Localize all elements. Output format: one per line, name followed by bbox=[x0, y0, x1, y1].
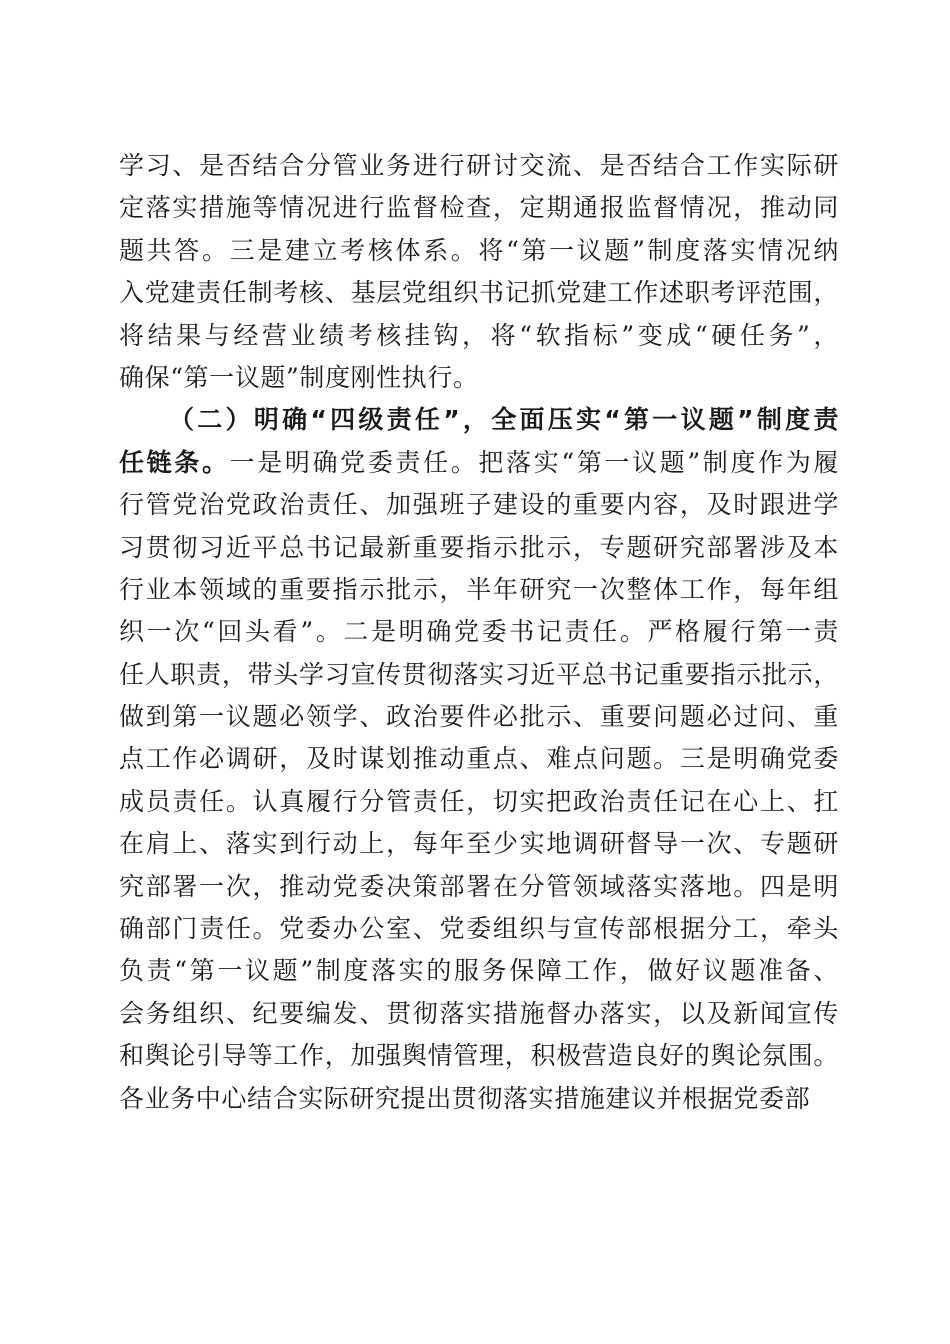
text-line: 织一次“回头看”。二是明确党委书记责任。严格履行第一责 bbox=[119, 617, 839, 647]
text-line: 任人职责，带头学习宣传贯彻落实习近平总书记重要指示批示， bbox=[119, 659, 839, 689]
text-line bbox=[119, 442, 839, 484]
text-line: 在肩上、落实到行动上，每年至少实地调研督导一次、专题研 bbox=[119, 829, 839, 859]
text-line: 各业务中心结合实际研究提出贯彻落实措施建议并根据党委部 bbox=[119, 1083, 811, 1113]
text-line: 究部署一次，推动党委决策部署在分管领域落实落地。四是明 bbox=[119, 871, 839, 901]
section-heading: （二）明确“四级责任”，全面压实“第一议题”制度责 bbox=[169, 405, 839, 435]
text-line: 学习、是否结合分管业务进行研讨交流、是否结合工作实际研 bbox=[119, 151, 839, 180]
paragraph-1 bbox=[119, 145, 839, 399]
text-line: 和舆论引导等工作，加强舆情管理，积极营造良好的舆论氛围。 bbox=[119, 1041, 839, 1071]
text-line: 行管党治党政治责任、加强班子建设的重要内容，及时跟进学 bbox=[119, 490, 839, 520]
text-line-rest: 一是明确党委责任。把落实“第一议题”制度作为履 bbox=[229, 447, 839, 477]
document-body bbox=[119, 145, 839, 1120]
text-line: 入党建责任制考核、基层党组织书记抓党建工作述职考评范围， bbox=[119, 278, 839, 308]
text-line: 点工作必调研，及时谋划推动重点、难点问题。三是明确党委 bbox=[119, 744, 839, 774]
text-line: 做到第一议题必领学、政治要件必批示、重要问题必过问、重 bbox=[119, 702, 839, 732]
text-line: 行业本领域的重要指示批示，半年研究一次整体工作，每年组 bbox=[119, 574, 839, 604]
text-line: 会务组织、纪要编发、贯彻落实措施督办落实，以及新闻宣传 bbox=[119, 998, 839, 1028]
text-line: 将结果与经营业绩考核挂钩，将“软指标”变成“硬任务”， bbox=[119, 320, 839, 350]
text-line: 定落实措施等情况进行监督检查，定期通报监督情况，推动同 bbox=[119, 193, 839, 223]
text-line: 成员责任。认真履行分管责任，切实把政治责任记在心上、扛 bbox=[119, 786, 839, 816]
text-line: 负责“第一议题”制度落实的服务保障工作，做好议题准备、 bbox=[119, 956, 839, 986]
text-line: 习贯彻习近平总书记最新重要指示批示，专题研究部署涉及本 bbox=[119, 532, 839, 562]
paragraph-2 bbox=[119, 399, 839, 1120]
text-line: 确保“第一议题”制度刚性执行。 bbox=[119, 362, 479, 392]
text-line: 确部门责任。党委办公室、党委组织与宣传部根据分工，牵头 bbox=[119, 914, 839, 944]
section-heading-continued: 任链条。 bbox=[119, 447, 230, 477]
text-line: 题共答。三是建立考核体系。将“第一议题”制度落实情况纳 bbox=[119, 235, 839, 265]
